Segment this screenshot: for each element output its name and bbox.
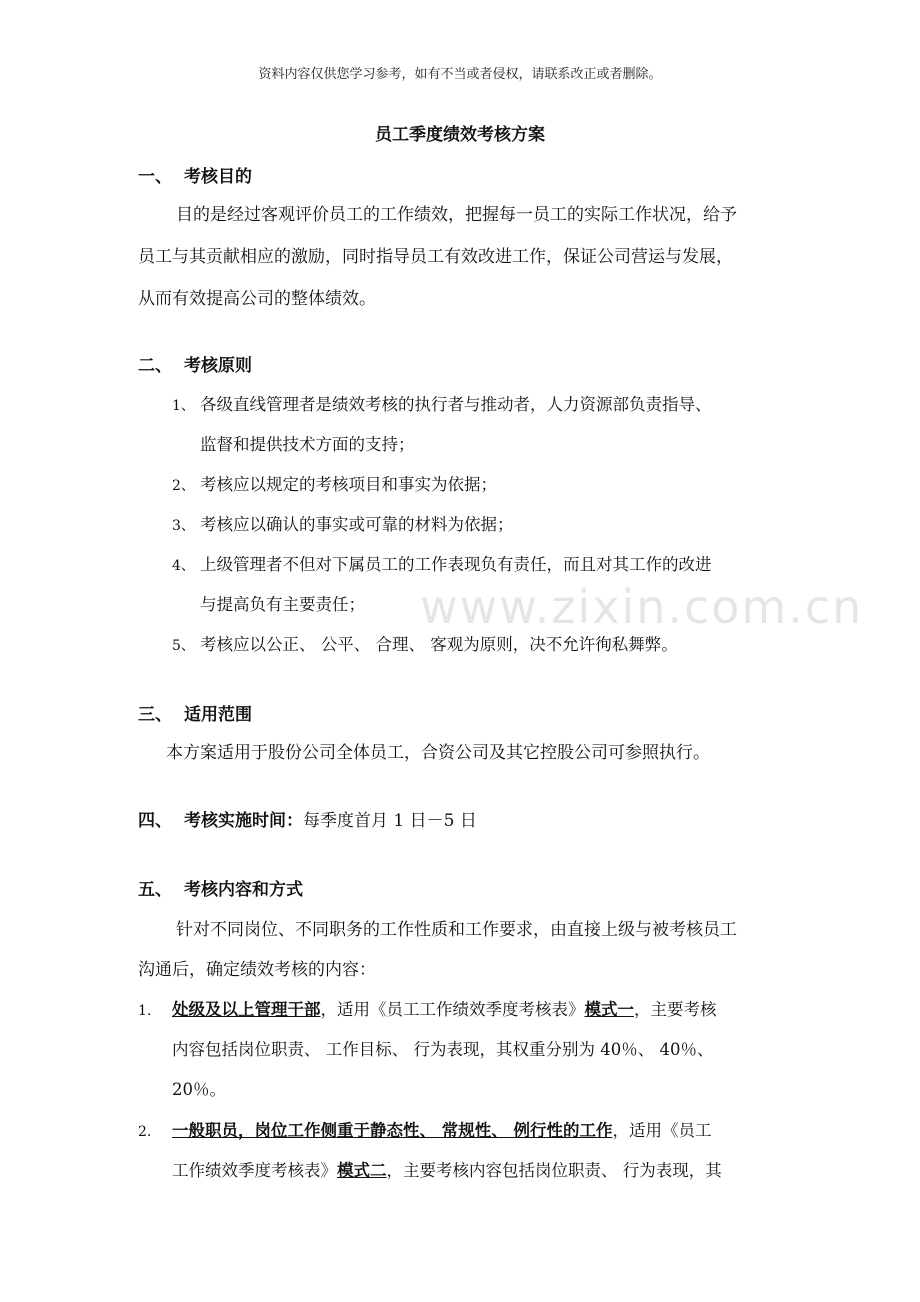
- mode-item-1-index: 1.: [138, 1003, 152, 1019]
- section-3-number: 三、: [138, 705, 172, 725]
- principle-item-3: [172, 511, 514, 535]
- principle-item-3-index: 3、: [172, 518, 195, 534]
- section-2-number: 二、: [138, 356, 172, 376]
- section-3-heading: [138, 700, 252, 725]
- mode-item-1-text-a: ，适用《员工工作绩效季度考核表》: [320, 1000, 585, 1019]
- watermark: www.zixin.com.cn: [420, 580, 864, 634]
- section-5-intro-line-1: 针对不同岗位、不同职务的工作性质和工作要求，由直接上级与被考核员工: [176, 920, 737, 940]
- principle-item-1-index: 1、: [172, 398, 195, 414]
- principle-item-2: [172, 471, 497, 495]
- mode-item-2: [138, 1117, 712, 1141]
- mode-item-2-mode: 模式二: [337, 1161, 387, 1180]
- mode-item-1: [138, 996, 717, 1020]
- section-4-title: 考核实施时间：: [184, 811, 303, 831]
- section-1-title: 考核目的: [184, 167, 252, 187]
- mode-item-2-text-b: 工作绩效季度考核表》: [172, 1161, 337, 1180]
- section-5-number: 五、: [138, 880, 172, 900]
- section-1-body-line-3: 从而有效提高公司的整体绩效。: [138, 289, 376, 309]
- mode-item-1-mode: 模式一: [584, 1000, 634, 1019]
- mode-item-1-text-b: ，主要考核: [634, 1000, 717, 1019]
- mode-item-2-target: 一般职员，岗位工作侧重于静态性、 常规性、 例行性的工作: [172, 1121, 613, 1140]
- principle-item-1: [172, 391, 712, 415]
- mode-item-1-line-3: 20％。: [172, 1080, 226, 1099]
- section-2-title: 考核原则: [184, 356, 252, 376]
- section-3-body: 本方案适用于股份公司全体员工，合资公司及其它控股公司可参照执行。: [166, 743, 710, 763]
- document-title: 员工季度绩效考核方案: [375, 125, 545, 145]
- principle-item-4-text: 上级管理者不但对下属员工的工作表现负有责任，而且对其工作的改进: [200, 555, 712, 574]
- mode-item-1-line-2: 内容包括岗位职责、 工作目标、 行为表现，其权重分别为 40％、 40％、: [172, 1040, 714, 1059]
- section-4-value: 每季度首月 1 日－5 日: [303, 811, 477, 831]
- section-1-number: 一、: [138, 167, 172, 187]
- section-1-body-line-1: 目的是经过客观评价员工的工作绩效，把握每一员工的实际工作状况，给予: [176, 205, 737, 225]
- section-4-line: [138, 806, 477, 831]
- section-5-intro-line-2: 沟通后，确定绩效考核的内容：: [138, 960, 376, 980]
- section-5-heading: [138, 875, 303, 900]
- mode-item-2-line-2: [172, 1157, 722, 1181]
- section-3-title: 适用范围: [184, 705, 252, 725]
- section-2-heading: [138, 351, 252, 376]
- section-1-heading: [138, 162, 252, 187]
- principle-item-5: [172, 631, 678, 655]
- principle-item-4: [172, 551, 712, 575]
- mode-item-2-text-a: ，适用《员工: [612, 1121, 712, 1140]
- principle-item-5-text: 考核应以公正、 公平、 合理、 客观为原则，决不允许徇私舞弊。: [200, 635, 678, 654]
- mode-item-1-target: 处级及以上管理干部: [172, 1000, 321, 1019]
- section-5-title: 考核内容和方式: [184, 880, 303, 900]
- mode-item-2-text-c: ，主要考核内容包括岗位职责、 行为表现，其: [386, 1161, 722, 1180]
- principle-item-2-index: 2、: [172, 478, 195, 494]
- section-1-body-line-2: 员工与其贡献相应的激励，同时指导员工有效改进工作，保证公司营运与发展，: [138, 247, 733, 267]
- principle-item-1-text: 各级直线管理者是绩效考核的执行者与推动者，人力资源部负责指导、: [200, 395, 712, 414]
- principle-item-2-text: 考核应以规定的考核项目和事实为依据；: [200, 475, 497, 494]
- principle-item-5-index: 5、: [172, 638, 195, 654]
- principle-item-3-text: 考核应以确认的事实或可靠的材料为依据；: [200, 515, 514, 534]
- disclaimer-text: 资料内容仅供您学习参考，如有不当或者侵权，请联系改正或者删除。: [258, 67, 662, 82]
- principle-item-4-index: 4、: [172, 558, 195, 574]
- mode-item-2-index: 2.: [138, 1124, 152, 1140]
- section-4-number: 四、: [138, 811, 172, 831]
- principle-item-1-continuation: 监督和提供技术方面的支持；: [200, 435, 415, 454]
- principle-item-4-continuation: 与提高负有主要责任；: [200, 595, 365, 614]
